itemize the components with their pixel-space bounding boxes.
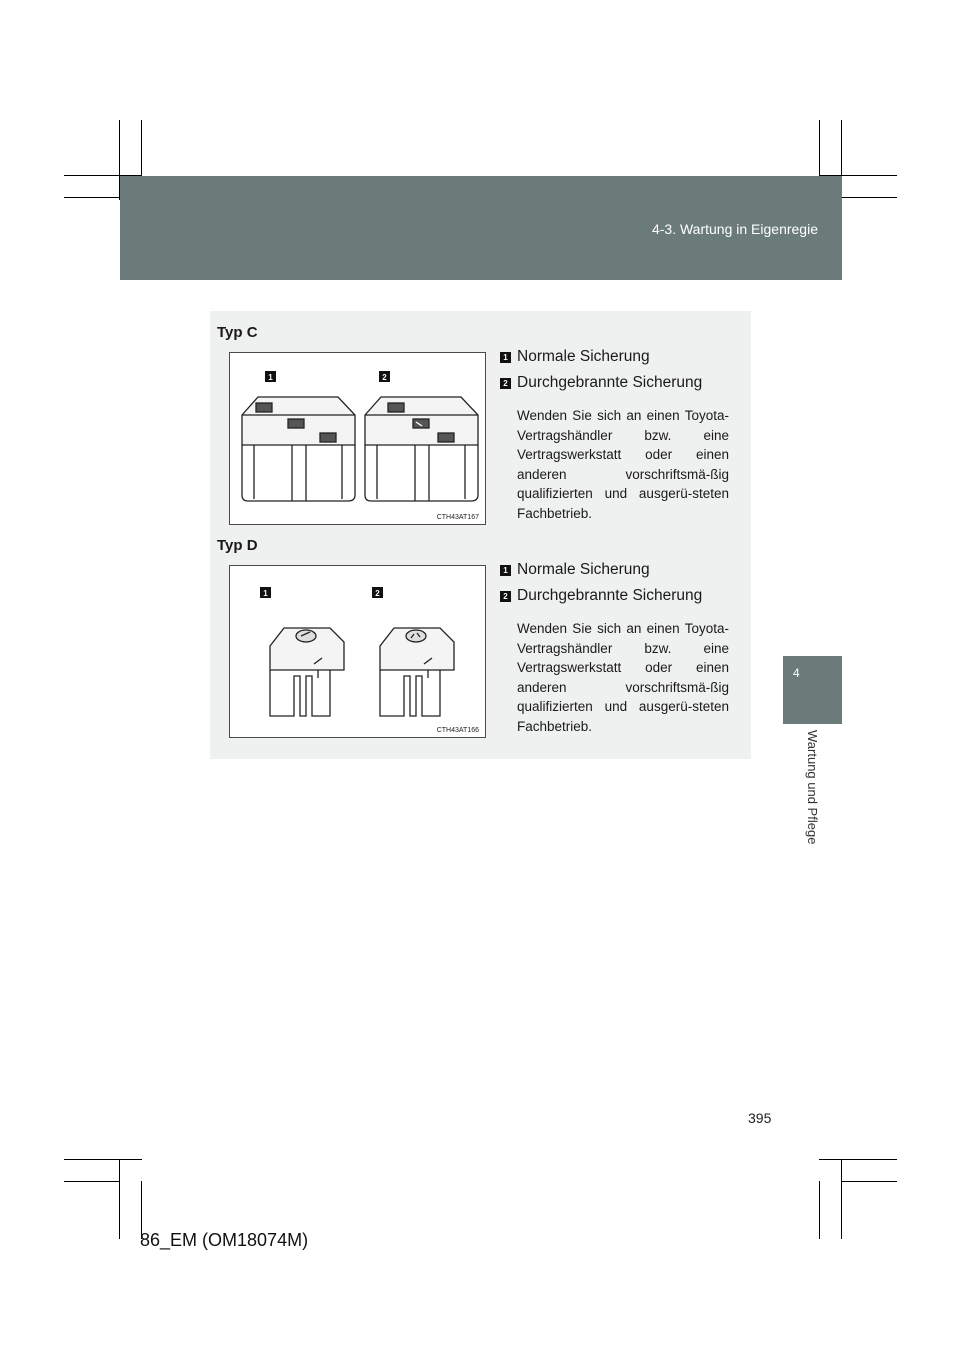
- crop-mark: [64, 1181, 120, 1182]
- crop-mark: [64, 197, 120, 198]
- legend-item-normal: [500, 557, 729, 583]
- crop-mark: [841, 1159, 842, 1239]
- legend-type-d: [500, 557, 729, 736]
- crop-mark: [842, 1181, 897, 1182]
- fuse-illustration: [230, 566, 485, 737]
- legend-text: Normale Sicherung: [517, 348, 650, 365]
- callout-label-1: 1: [268, 373, 273, 382]
- crop-mark: [119, 1159, 120, 1239]
- number-badge-2: 2: [500, 591, 511, 602]
- number-badge-1: 1: [500, 352, 511, 363]
- header-band: [120, 176, 842, 280]
- page-number: 395: [748, 1110, 772, 1126]
- legend-text: Durchgebrannte Sicherung: [517, 587, 703, 604]
- legend-text: Normale Sicherung: [517, 561, 650, 578]
- type-c-heading: Typ C: [217, 324, 258, 341]
- footer-code: 86_EM (OM18074M): [140, 1230, 309, 1250]
- number-badge-1: 1: [500, 565, 511, 576]
- chapter-tab: [783, 656, 842, 724]
- content-panel: [210, 311, 751, 759]
- crop-mark: [64, 1159, 142, 1160]
- callout-label-1: 1: [263, 589, 268, 598]
- legend-item-normal: [500, 344, 729, 370]
- section-title: 4-3. Wartung in Eigenregie: [651, 221, 818, 237]
- fuse-figure-type-d: [229, 565, 486, 738]
- crop-mark: [819, 1181, 820, 1239]
- crop-mark: [819, 1159, 897, 1160]
- cartridge-fuse-illustration: [230, 353, 485, 524]
- legend-item-blown: [500, 370, 729, 396]
- callout-label-2: 2: [375, 589, 380, 598]
- fuse-figure-type-c: [229, 352, 486, 525]
- callout-label-2: 2: [382, 373, 387, 382]
- figure-code: CTH43AT166: [436, 727, 479, 734]
- chapter-number: 4: [793, 666, 800, 680]
- legend-item-blown: [500, 583, 729, 609]
- chapter-label: Wartung und Pflege: [805, 730, 820, 845]
- legend-type-c: [500, 344, 729, 523]
- legend-text: Durchgebrannte Sicherung: [517, 374, 703, 391]
- figure-code: CTH43AT167: [436, 514, 479, 521]
- dealer-note: Wenden Sie sich an einen Toyota-Vertragshändler bzw. eine Vertragswerkstatt oder einen anderen vorschriftsmä-ßig qualifizierten und ausgerü-steten Fachbetrieb.: [517, 621, 729, 734]
- number-badge-2: 2: [500, 378, 511, 389]
- type-d-heading: Typ D: [217, 537, 258, 554]
- crop-mark: [842, 197, 897, 198]
- dealer-note: Wenden Sie sich an einen Toyota-Vertragshändler bzw. eine Vertragswerkstatt oder einen anderen vorschriftsmä-ßig qualifizierten und ausgerü-steten Fachbetrieb.: [517, 408, 729, 521]
